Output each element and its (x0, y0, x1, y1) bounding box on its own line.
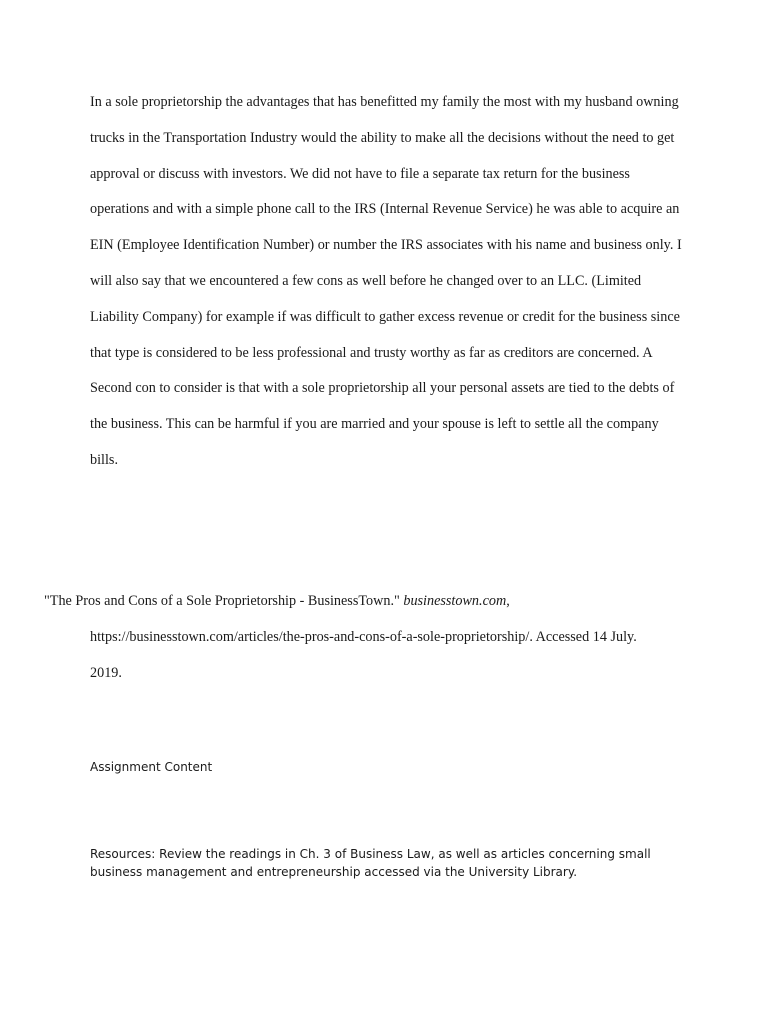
citation-year: 2019. (90, 664, 122, 681)
citation-title: "The Pros and Cons of a Sole Proprietorship - BusinessTown." (44, 593, 400, 609)
works-cited-entry (44, 584, 684, 691)
citation-url: https://businesstown.com/articles/the-pros-and-cons-of-a-sole-proprietorship/. Accessed 14 July. (90, 628, 637, 645)
citation-site-suffix: , (506, 593, 510, 609)
citation-first-line (44, 584, 684, 620)
body-paragraph: In a sole proprietorship the advantages that has benefitted my family the most with my husband owning trucks in the Transportation Industry would the ability to make all the decisions without the need to get approval or discuss with investors. We did not have to file a separate tax return for the business operations and with a simple phone call to the IRS (Internal Revenue Service) he was able to acquire an EIN (Employee Identification Number) or number the IRS associates with his name and business only. I will also say that we encountered a few cons as well before he changed over to an LLC. (Limited Liability Company) for example if was difficult to gather excess revenue or credit for the business since that type is considered to be less professional and trusty worthy as far as creditors are concerned. A Second con to consider is that with a sole proprietorship all your personal assets are tied to the debts of the business. This can be harmful if you are married and your spouse is left to settle all the company bills. (90, 94, 682, 468)
resources-paragraph: Resources: Review the readings in Ch. 3 of Business Law, as well as articles concerning small business management and entrepreneurship accessed via the University Library. (90, 847, 651, 879)
citation-site: businesstown.com (403, 593, 507, 609)
assignment-content-heading: Assignment Content (90, 760, 213, 774)
